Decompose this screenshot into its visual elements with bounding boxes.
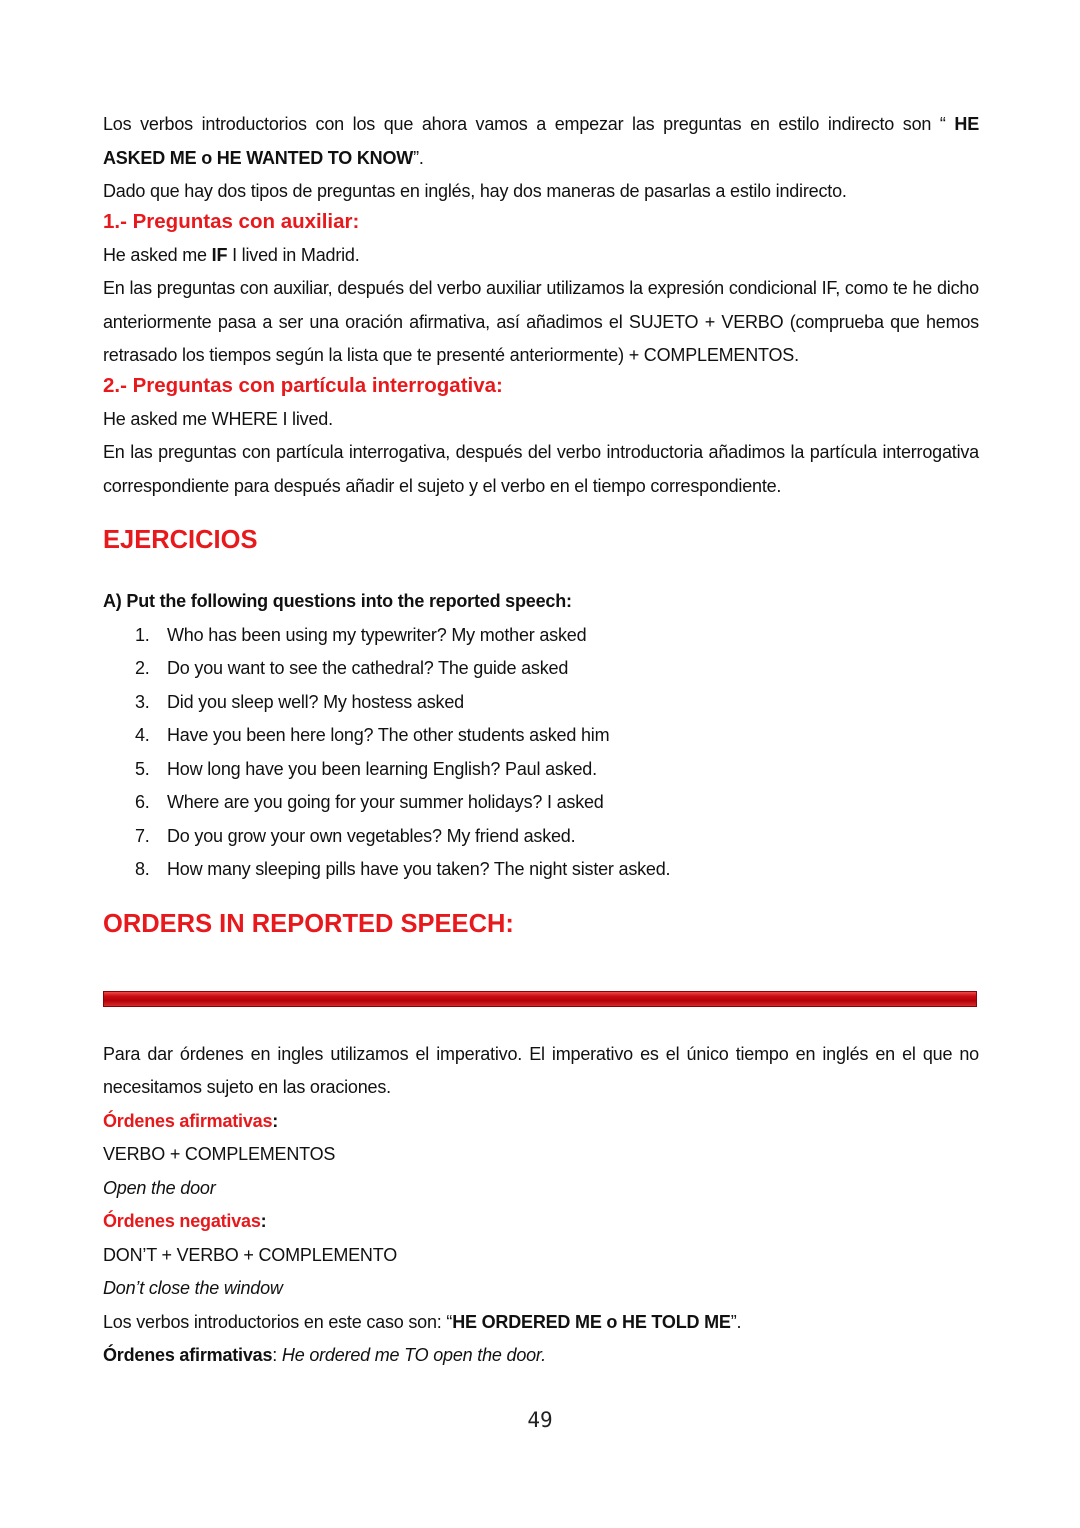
exercise-text: Who has been using my typewriter? My mother asked [167,624,587,645]
exercise-item [103,719,979,753]
negative-label: Órdenes negativas [103,1211,261,1231]
exercise-text: Have you been here long? The other students asked him [167,725,610,745]
exercises-instruction: A) Put the following questions into the reported speech: [103,591,572,611]
exercise-number: 3. [135,691,150,712]
exercise-text: Do you grow your own vegetables? My friend asked. [167,825,576,846]
intro-line2: Dado que hay dos tipos de preguntas en inglés, hay dos maneras de pasarlas a estilo indirecto. [103,181,847,201]
affirmative-label-line [103,1105,979,1139]
exercise-item [103,753,979,787]
exercise-number: 5. [135,758,150,779]
exercise-text: Where are you going for your summer holidays? I asked [167,792,604,812]
section2-explanation: En las preguntas con partícula interrogativa, después del verbo introductoria añadimos la partícula interrogativa correspondiente para después añadir el sujeto y el verbo en el tiempo correspondiente. [103,442,979,496]
section1-example [103,239,979,273]
reported-example: He ordered me TO open the door. [281,1345,546,1365]
section1-heading: 1.- Preguntas con auxiliar: [103,209,360,233]
verbs-end: ”. [730,1311,742,1332]
intro-quote-end: ”. [413,147,424,168]
exercise-text: How long have you been learning English? Paul asked. [167,758,597,779]
negative-label-line [103,1205,979,1239]
introductory-verbs-line [103,1306,979,1340]
orders-heading: ORDERS IN REPORTED SPEECH: [103,909,514,938]
intro-paragraph [103,108,979,175]
page-number: 49 [527,1408,553,1432]
exercise-item [103,853,979,887]
colon: : [260,1211,267,1231]
exercise-number: 2. [135,658,150,678]
exercise-item [103,686,979,720]
section2-example: He asked me WHERE I lived. [103,408,333,429]
example-text-end: I lived in Madrid. [227,244,360,265]
example-text: He asked me [103,244,212,265]
red-divider [103,991,977,1007]
example-keyword: IF [211,244,228,265]
exercise-text: Did you sleep well? My hostess asked [167,691,464,712]
orders-intro: Para dar órdenes en ingles utilizamos el imperativo. El imperativo es el único tiempo en inglés en el que no necesitamos sujeto en las oraciones. [103,1043,979,1097]
intro-verbs: HE ASKED ME o HE WANTED TO KNOW [103,114,979,168]
exercise-number: 7. [135,825,150,846]
exercise-item [103,820,979,854]
exercise-text: Do you want to see the cathedral? The guide asked [167,658,569,678]
reported-order-line [103,1339,979,1373]
exercise-number: 1. [135,624,150,645]
affirmative-formula: VERBO + COMPLEMENTOS [103,1144,336,1164]
exercise-number: 4. [135,725,150,745]
affirmative-example: Open the door [103,1177,216,1198]
affirmative-label: Órdenes afirmativas [103,1110,273,1131]
intro-text: Los verbos introductorios con los que ahora vamos a empezar las preguntas en estilo indirecto son “ [103,114,955,134]
verbs-text: Los verbos introductorios en este caso son: “ [103,1311,453,1332]
exercises-heading: EJERCICIOS [103,526,258,554]
verbs-bold: HE ORDERED ME o HE TOLD ME [452,1311,731,1332]
page-content [103,108,979,1373]
exercise-text: How many sleeping pills have you taken? The night sister asked. [167,859,671,879]
exercise-item [103,619,979,653]
reported-label: Órdenes afirmativas [103,1345,273,1365]
exercise-item [103,786,979,820]
section1-explanation: En las preguntas con auxiliar, después del verbo auxiliar utilizamos la expresión condicional IF, como te he dicho anteriormente pasa a ser una oración afirmativa, así añadimos el SUJETO + VERBO (comprueba que hemos retrasado los tiempos según la lista que te presenté anteriormente) + COMPLEMENTOS. [103,278,979,365]
exercise-number: 8. [135,859,150,879]
exercise-number: 6. [135,792,150,812]
negative-formula: DON’T + VERBO + COMPLEMENTO [103,1244,397,1265]
exercise-item [103,652,979,686]
reported-sep: : [272,1345,282,1365]
colon: : [272,1110,279,1131]
exercise-list [103,619,979,887]
section2-heading: 2.- Preguntas con partícula interrogativa: [103,373,503,397]
negative-example: Don’t close the window [103,1278,283,1298]
